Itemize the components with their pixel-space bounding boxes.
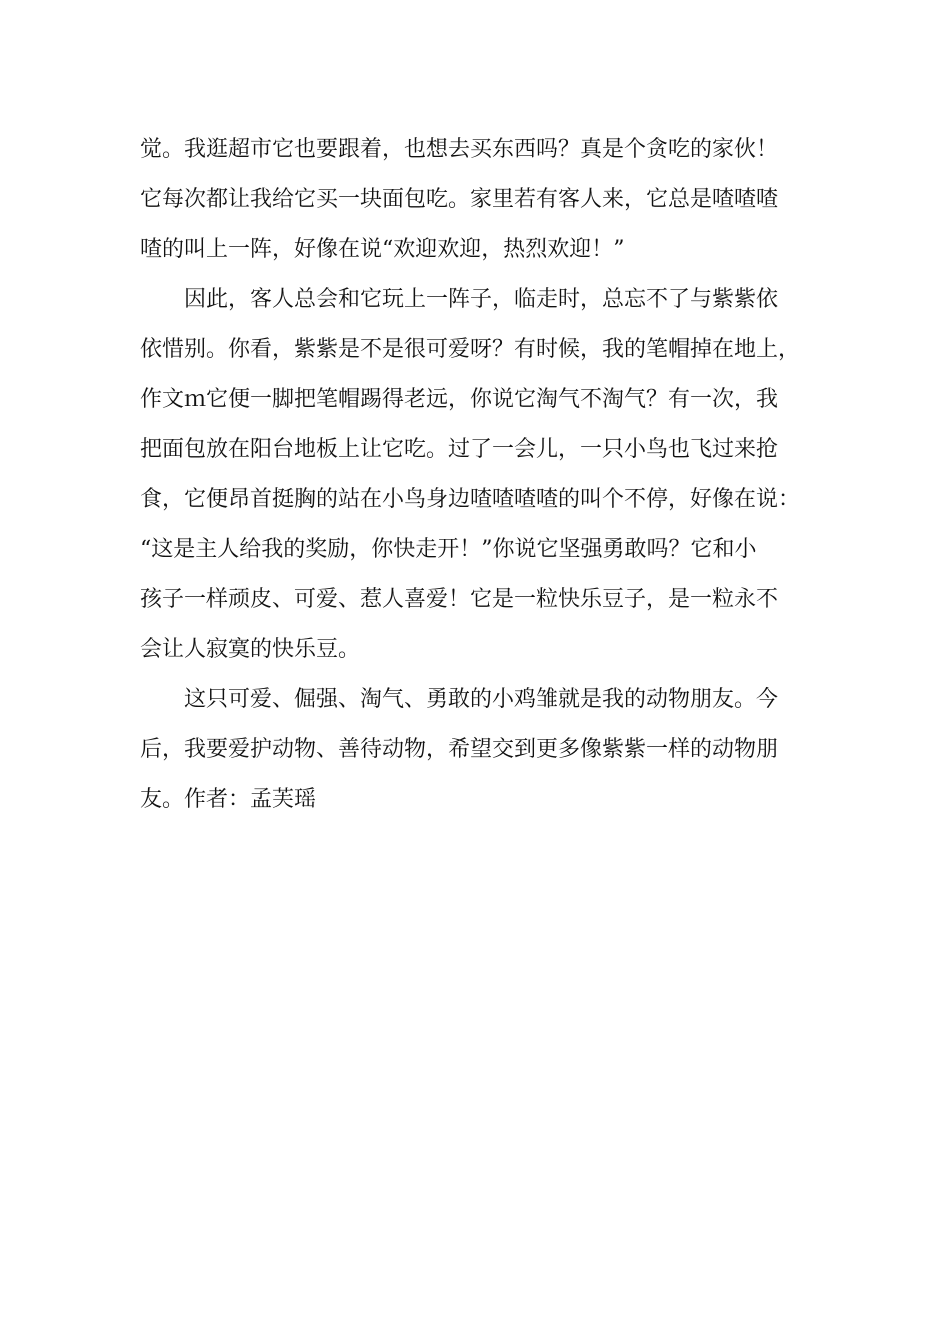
essay-text — [140, 125, 840, 825]
text-line: 后，我要爱护动物、善待动物，希望交到更多像紫紫一样的动物朋 — [140, 737, 779, 762]
text-line: 它每次都让我给它买一块面包吃。家里若有客人来，它总是喳喳喳 — [140, 187, 779, 212]
text-line: 依惜别。你看，紫紫是不是很可爱呀？有时候，我的笔帽掉在地上， — [140, 337, 801, 362]
paragraph-start-line: 因此，客人总会和它玩上一阵子，临走时，总忘不了与紫紫依 — [184, 287, 779, 312]
text-line: 作文ｍ它便一脚把笔帽踢得老远，你说它淘气不淘气？有一次，我 — [140, 387, 779, 412]
text-line: 把面包放在阳台地板上让它吃。过了一会儿，一只小鸟也飞过来抢 — [140, 437, 779, 462]
text-line: 觉。我逛超市它也要跟着，也想去买东西吗？真是个贪吃的家伙！ — [140, 137, 779, 162]
text-line: 食，它便昂首挺胸的站在小鸟身边喳喳喳喳的叫个不停，好像在说： — [140, 487, 801, 512]
paragraph-start-line: 这只可爱、倔强、淘气、勇敢的小鸡雏就是我的动物朋友。今 — [184, 687, 779, 712]
text-line: 孩子一样顽皮、可爱、惹人喜爱！它是一粒快乐豆子，是一粒永不 — [140, 587, 779, 612]
text-line: 会让人寂寞的快乐豆。 — [140, 637, 361, 662]
author-line: 友。作者：孟芙瑶 — [140, 787, 317, 812]
text-line: “这是主人给我的奖励，你快走开！”你说它坚强勇敢吗？它和小 — [140, 537, 757, 562]
text-line: 喳的叫上一阵，好像在说“欢迎欢迎，热烈欢迎！” — [140, 237, 625, 262]
